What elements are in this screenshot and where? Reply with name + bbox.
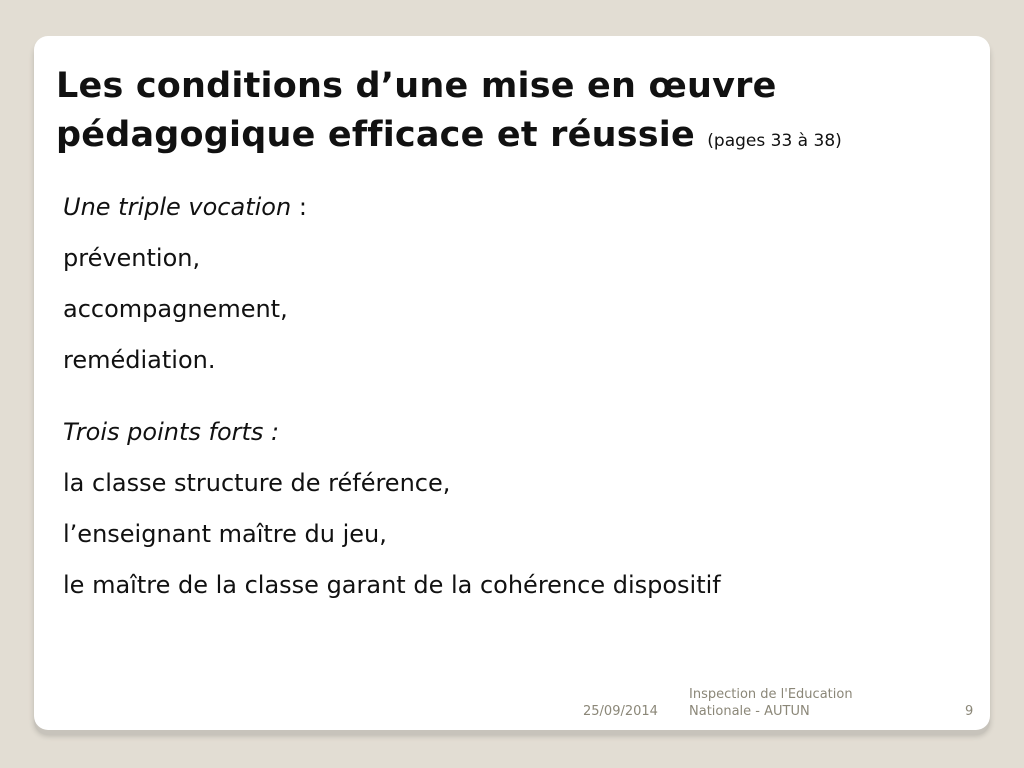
section-1-heading-colon: :: [291, 193, 307, 221]
slide-title: [56, 62, 976, 166]
footer-organization: [689, 686, 889, 720]
section-2-item: l’enseignant maître du jeu,: [63, 520, 387, 548]
slide: [34, 36, 990, 730]
footer-date: 25/09/2014: [583, 704, 658, 719]
section-spacer: [63, 388, 963, 409]
section-1-item: prévention,: [63, 244, 201, 272]
section-1-item: accompagnement,: [63, 295, 288, 323]
slide-number: 9: [965, 704, 974, 719]
title-main: Les conditions d’une mise en œuvre pédagogique efficace et réussie: [56, 66, 777, 155]
section-2-item: le maître de la classe garant de la cohérence dispositif: [63, 571, 721, 599]
title-pages-reference: (pages 33 à 38): [707, 131, 842, 151]
section-2-item: la classe structure de référence,: [63, 469, 451, 497]
section-1-heading: [63, 184, 963, 235]
footer-org-line-1: Inspection de l'Education: [689, 687, 853, 702]
section-2-heading: Trois points forts :: [63, 418, 280, 446]
section-1-heading-italic: Une triple vocation: [63, 193, 292, 221]
footer-org-line-2: Nationale - AUTUN: [689, 704, 810, 719]
section-1-item: remédiation.: [63, 346, 216, 374]
slide-body: [63, 184, 963, 613]
